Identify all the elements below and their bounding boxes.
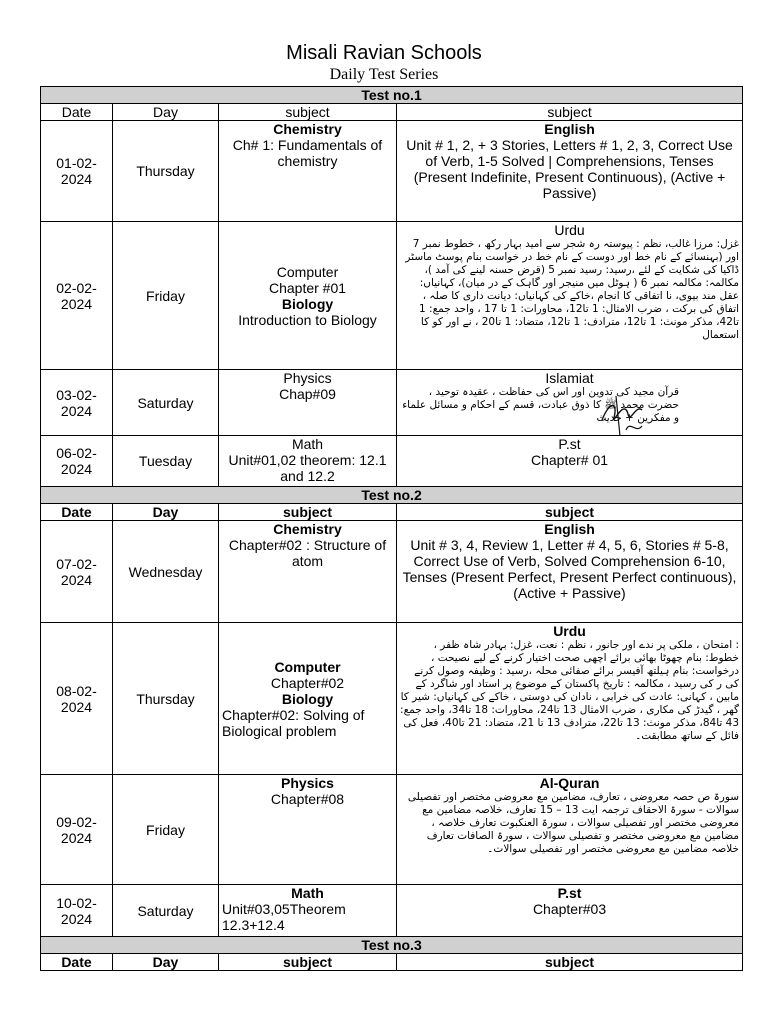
subject-name: Math [291, 885, 324, 901]
table-row [41, 222, 743, 370]
date-cell: 03-02-2024 [41, 370, 113, 436]
date-cell: 02-02-2024 [41, 222, 113, 370]
urdu-syllabus-text: سورۃ ص حصہ معروضی ، تعارف، مضامین مع معروضی مختصر اور تفصیلی سوالات - سورۃ الاحقاف ترجمہ ایت 13 – 15 تعارف، خلاصہ مضامین مع معروضی مختصر اور تفصیلی سوالات ، سورۃ العنکبوت تعارف خلاصہ ، مضامین مع معروضی مختصر و تفصیلی سوالات ، سورۃ الصافات تعارف خلاصہ مضامین مع معروضی مختصر اور تفصیلی سوالات۔ [407, 791, 740, 855]
subject-name: Chemistry [273, 521, 342, 537]
syllabus-text: Chapter #01 [268, 279, 347, 296]
date-cell: 09-02-2024 [41, 775, 113, 885]
day-cell: Saturday [113, 370, 219, 436]
date-cell: 01-02-2024 [41, 121, 113, 222]
date-cell: 10-02-2024 [41, 885, 113, 937]
subject-name: Physics [283, 370, 332, 386]
column-header-row [41, 954, 743, 971]
test-title: Test no.3 [41, 937, 743, 954]
table-row [41, 121, 743, 222]
urdu-syllabus-text: غزل: مرزا غالب، نظم : پیوستہ رہ شجر سے امید بہار رکھ ، خطوط نمبر 7 اور (بہنسائے کے نام خط اور دوست کے نام خط در خواست بنام پوسٹ ماسٹر ڈاکیا کی شکایت کے لئے ،رسید: رسید نمبر 5 (قرض حسنہ لینے کی آمد )، مکالمہ: مکالمہ نمبر 6 ( ہوٹل میں منیجر اور گاہک کے در میان)، کہانیاں: عقل مند بیوی، نا اتفاقی کا انجام ،خاکے کی کہانیاں: دیانت داری کا صلہ ، اتفاق کی برکت ، ضرب الامثال: 1 تا12، محاورات: 1 تا 17 ، واحد جمع: 1 تا42، مذکر مونث: 1 تا12، مترادف: 1 تا12، متضاد: 1 تا20 ، نے اور کو کا استعمال [405, 238, 740, 341]
syllabus-text: Chap#09 [279, 386, 336, 402]
school-title: Misali Ravian Schools [286, 42, 482, 64]
header-subject: subject [397, 504, 743, 521]
header-day: Day [113, 954, 219, 971]
syllabus-text: Chapter#08 [270, 791, 345, 807]
subject-cell [219, 775, 397, 885]
syllabus-text: Unit#03,05Theorem 12.3+12.4 [222, 901, 346, 933]
header-day: Day [113, 504, 219, 521]
series-title: Daily Test Series [329, 66, 439, 83]
test-title-row [41, 487, 743, 504]
syllabus-text: Chapter#02: Solving of Biological problem [222, 706, 365, 739]
subject-name: Biology [281, 295, 334, 312]
test-title-row [41, 937, 743, 954]
syllabus-text: Chapter#02 [270, 674, 345, 691]
syllabus-text: Ch# 1: Fundamentals of chemistry [232, 137, 383, 169]
subject-cell [219, 623, 397, 775]
subject-cell [219, 121, 397, 222]
table-row [41, 885, 743, 937]
date-cell: 07-02-2024 [41, 521, 113, 623]
table-row [41, 775, 743, 885]
table-row [41, 370, 743, 436]
subject-name: Urdu [554, 222, 585, 238]
syllabus-text: Unit # 1, 2, + 3 Stories, Letters # 1, 2, 3, Correct Use of Verb, 1-5 Solved | Comprehensions, Tenses (Present Indefinite, Present Continuous), (Active + Passive) [406, 137, 733, 201]
subject-name: English [544, 121, 595, 137]
subject-cell [397, 370, 743, 436]
subject-name: P.st [558, 436, 581, 452]
subject-name: Chemistry [273, 121, 342, 137]
subject-name: Al-Quran [539, 775, 600, 791]
header-date: Date [41, 954, 113, 971]
date-cell: 08-02-2024 [41, 623, 113, 775]
subject-name: Islamiat [545, 370, 594, 386]
syllabus-text: Chapter#02 : Structure of atom [228, 537, 387, 569]
subject-cell [397, 885, 743, 937]
subject-cell [397, 436, 743, 487]
header-date: Date [41, 104, 113, 121]
header-subject: subject [397, 104, 743, 121]
subject-name: P.st [557, 885, 582, 901]
header-day: Day [113, 104, 219, 121]
syllabus-text: Chapter# 01 [530, 452, 609, 468]
table-row [41, 521, 743, 623]
day-cell: Wednesday [113, 521, 219, 623]
column-header-row [41, 104, 743, 121]
subject-cell [219, 222, 397, 370]
test-title: Test no.2 [41, 487, 743, 504]
test-title-row [41, 87, 743, 104]
subject-name: Physics [281, 775, 334, 791]
subject-cell [219, 885, 397, 937]
table-row [41, 623, 743, 775]
subject-name: Computer [276, 263, 339, 280]
day-cell: Saturday [113, 885, 219, 937]
schedule-table [40, 86, 743, 971]
subject-cell [397, 121, 743, 222]
subject-name: Computer [274, 658, 341, 675]
test-title: Test no.1 [41, 87, 743, 104]
day-cell: Thursday [113, 623, 219, 775]
subject-cell [219, 436, 397, 487]
subject-name: English [544, 521, 595, 537]
column-header-row [41, 504, 743, 521]
day-cell: Friday [113, 222, 219, 370]
subject-cell [219, 521, 397, 623]
subject-name: Math [291, 436, 324, 452]
day-cell: Friday [113, 775, 219, 885]
header-subject: subject [397, 954, 743, 971]
subject-name: Biology [281, 690, 334, 707]
syllabus-text: Unit#01,02 theorem: 12.1 and 12.2 [228, 452, 387, 484]
subject-cell [397, 521, 743, 623]
subject-cell [397, 623, 743, 775]
header-date: Date [41, 504, 113, 521]
subject-cell [397, 775, 743, 885]
urdu-syllabus-text: : امتحان ، ملکی پر ندے اور جانور ، نظم : نعت، غزل: بہادر شاہ ظفر ، خطوط: بنام چھوٹا بھائی برائے اچھی صحت اختیار کرنے کے لیے نصیحت ، درخواست: بنام ہیلتھ آفیسر برائے صفائی محلہ ،رسید : وظیفہ وصول کرنے کی ر کی رسید ، مکالمہ : تاریخ پاکستان کے موضوع پر استاد اور شاگرد کے مابین ، کہانی: عادت کی خرابی ، نادان کی دوستی ، خاکے کی کہانیاں: شیر کا گھر ، گیدڑ کی مکاری ، ضرب الامثال 13 تا24، محاورات: 18 تا34، واحد جمع: 43 تا84، مذکر مونث: 13 تا22، مترادف 13 تا 21، متضاد: 21 تا40، فعل کی فائل کے ساتھ مطابقت۔ [400, 639, 740, 742]
subject-cell [219, 370, 397, 436]
day-cell: Thursday [113, 121, 219, 222]
date-cell: 06-02-2024 [41, 436, 113, 487]
syllabus-text: Unit # 3, 4, Review 1, Letter # 4, 5, 6, Stories # 5-8, Correct Use of Verb, Solved Comprehension 6-10, Tenses (Present Perfect, Present Perfect continuous), (Active + Passive) [402, 537, 737, 601]
day-cell: Tuesday [113, 436, 219, 487]
syllabus-text: Introduction to Biology [238, 311, 377, 328]
subject-cell [397, 222, 743, 370]
table-row [41, 436, 743, 487]
header-subject: subject [219, 104, 397, 121]
header-subject: subject [219, 954, 397, 971]
subject-name: Urdu [553, 623, 586, 639]
syllabus-text: Chapter#03 [532, 901, 607, 917]
urdu-syllabus-text: قرآن مجید کی تدوین اور اس کی حفاظت ، عقیدہ توحید ، حضرت محمد ﷺ کا ذوق عبادت، قسم کے احکام و مسائل علماء و مفکرین + حدیث [402, 386, 680, 424]
header-subject: subject [219, 504, 397, 521]
